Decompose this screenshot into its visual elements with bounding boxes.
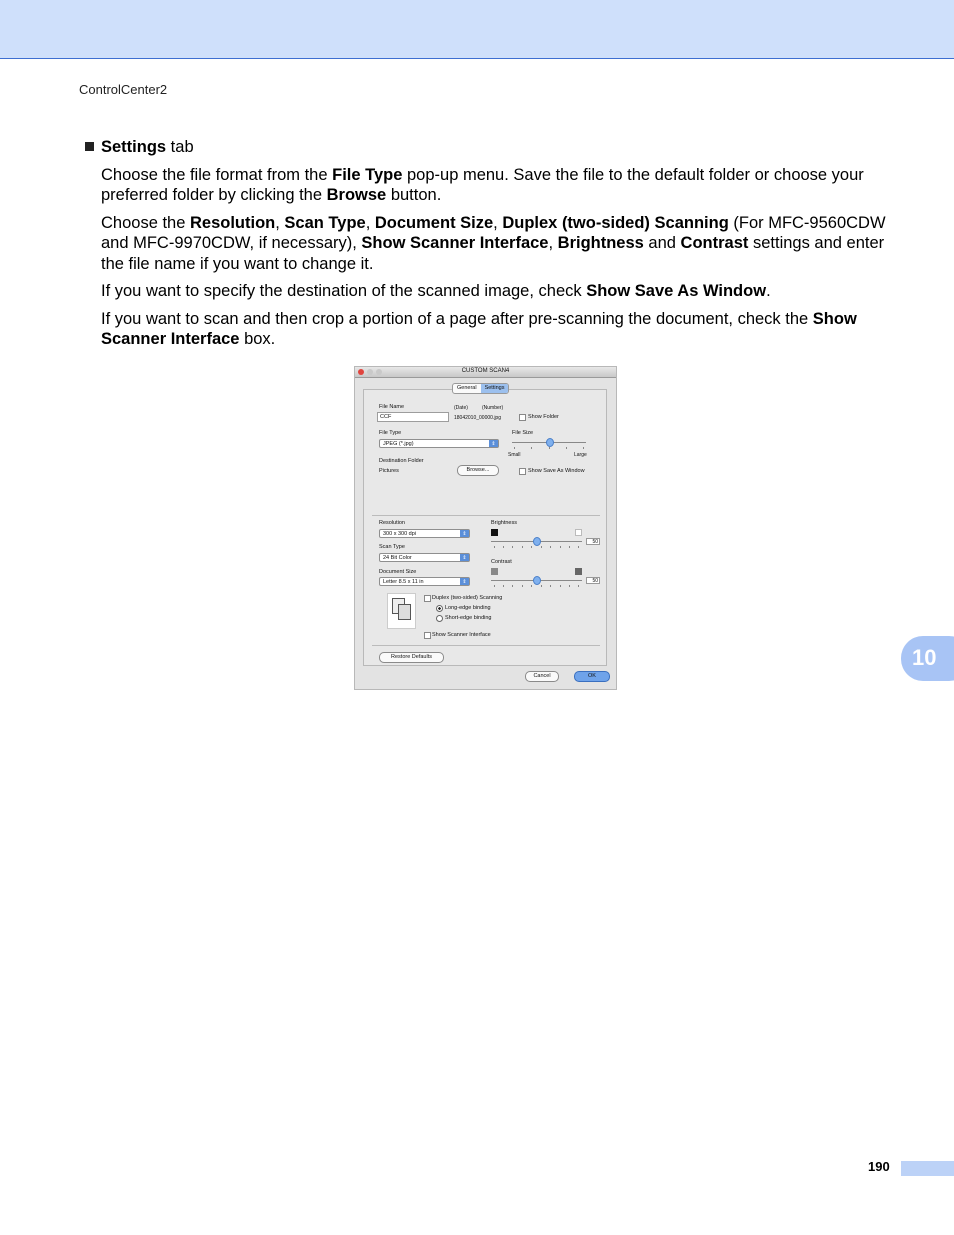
file-size-ticks <box>514 447 584 449</box>
brightness-ticks <box>494 546 579 548</box>
ok-button[interactable]: OK <box>574 671 610 682</box>
paragraph-scanner-interface: If you want to scan and then crop a portion of a page after pre-scanning the document, check the Show Scanner Interface box. <box>101 309 857 348</box>
show-save-as-checkbox[interactable] <box>519 468 526 475</box>
tab-bar <box>452 383 509 394</box>
page-number-bar <box>901 1161 954 1176</box>
browse-button[interactable]: Browse... <box>457 465 499 476</box>
show-save-as-label: Show Save As Window <box>528 468 585 474</box>
file-size-large-label: Large <box>574 452 587 458</box>
show-scanner-interface-label: Show Scanner Interface <box>432 632 491 638</box>
contrast-label: Contrast <box>491 559 512 565</box>
section-divider <box>372 645 600 646</box>
file-name-label: File Name <box>379 404 405 410</box>
file-type-popup[interactable]: JPEG (*.jpg) ⇕ <box>379 439 499 448</box>
running-head: ControlCenter2 <box>79 82 168 97</box>
header-band <box>0 0 954 59</box>
number-label: (Number) <box>482 405 504 411</box>
popup-arrows-icon: ⇕ <box>460 554 469 561</box>
dialog-title: CUSTOM SCAN4 <box>461 368 510 374</box>
file-name-preview: 18042010_00000.jpg <box>454 415 501 421</box>
long-edge-label: Long-edge binding <box>445 605 491 611</box>
body-content <box>85 137 890 357</box>
paragraph-file-type: Choose the file format from the File Type pop-up menu. Save the file to the default folder or choose your preferred folder by clicking the Browse button. <box>101 165 864 204</box>
page-number: 190 <box>868 1159 890 1174</box>
brightness-light-icon <box>575 529 582 536</box>
short-edge-radio[interactable] <box>436 615 443 622</box>
long-edge-radio[interactable] <box>436 605 443 612</box>
contrast-value[interactable]: 50 <box>586 577 600 584</box>
section-divider <box>372 515 600 516</box>
paragraph-save-as: If you want to specify the destination of the scanned image, check Show Save As Window. <box>101 282 771 300</box>
brightness-dark-icon <box>491 529 498 536</box>
contrast-high-icon <box>575 568 582 575</box>
date-label: (Date) <box>454 405 468 411</box>
duplex-checkbox[interactable] <box>424 595 431 602</box>
file-size-label: File Size <box>512 430 534 436</box>
file-type-label: File Type <box>379 430 402 436</box>
tab-general[interactable]: General <box>457 385 477 391</box>
file-size-small-label: Small <box>508 452 521 458</box>
show-folder-label: Show Folder <box>528 414 559 420</box>
popup-arrows-icon: ⇕ <box>460 530 469 537</box>
show-scanner-interface-checkbox[interactable] <box>424 632 431 639</box>
duplex-label: Duplex (two-sided) Scanning <box>432 595 503 601</box>
cancel-button[interactable]: Cancel <box>525 671 559 682</box>
chapter-number: 10 <box>912 645 937 670</box>
settings-panel <box>363 389 607 666</box>
bullet-square-icon <box>85 142 94 151</box>
contrast-low-icon <box>491 568 498 575</box>
destination-folder-label: Destination Folder <box>379 458 424 464</box>
document-size-label: Document Size <box>379 569 417 575</box>
popup-arrows-icon: ⇕ <box>489 440 498 447</box>
scan-type-label: Scan Type <box>379 544 405 550</box>
contrast-ticks <box>494 585 579 587</box>
resolution-popup[interactable]: 300 x 300 dpi ⇕ <box>379 529 470 538</box>
bullet-settings-tab: Settings tab <box>85 137 890 158</box>
duplex-preview-icon <box>387 593 416 629</box>
document-size-popup[interactable]: Letter 8.5 x 11 in ⇕ <box>379 577 470 586</box>
chapter-tab <box>901 636 954 681</box>
scan-type-popup[interactable]: 24 Bit Color ⇕ <box>379 553 470 562</box>
restore-defaults-button[interactable]: Restore Defaults <box>379 652 444 663</box>
popup-arrows-icon: ⇕ <box>460 578 469 585</box>
short-edge-label: Short-edge binding <box>445 615 492 621</box>
custom-scan-dialog <box>354 366 617 690</box>
brightness-label: Brightness <box>491 520 517 526</box>
file-name-field[interactable]: CCF <box>377 412 449 422</box>
file-size-slider-knob[interactable] <box>546 438 554 447</box>
brightness-slider-knob[interactable] <box>533 537 541 546</box>
dialog-titlebar <box>355 367 616 378</box>
destination-folder-value: Pictures <box>379 468 399 474</box>
resolution-label: Resolution <box>379 520 405 526</box>
tab-settings[interactable]: Settings <box>481 384 509 393</box>
show-folder-checkbox[interactable] <box>519 414 526 421</box>
brightness-value[interactable]: 50 <box>586 538 600 545</box>
contrast-slider-knob[interactable] <box>533 576 541 585</box>
paragraph-resolution: Choose the Resolution, Scan Type, Document Size, Duplex (two-sided) Scanning (For MFC-9560CDW and MFC-9970CDW, if necessary), Show Scanner Interface, Brightness and Contrast settings and enter the file name if you want to change it. <box>101 213 886 273</box>
